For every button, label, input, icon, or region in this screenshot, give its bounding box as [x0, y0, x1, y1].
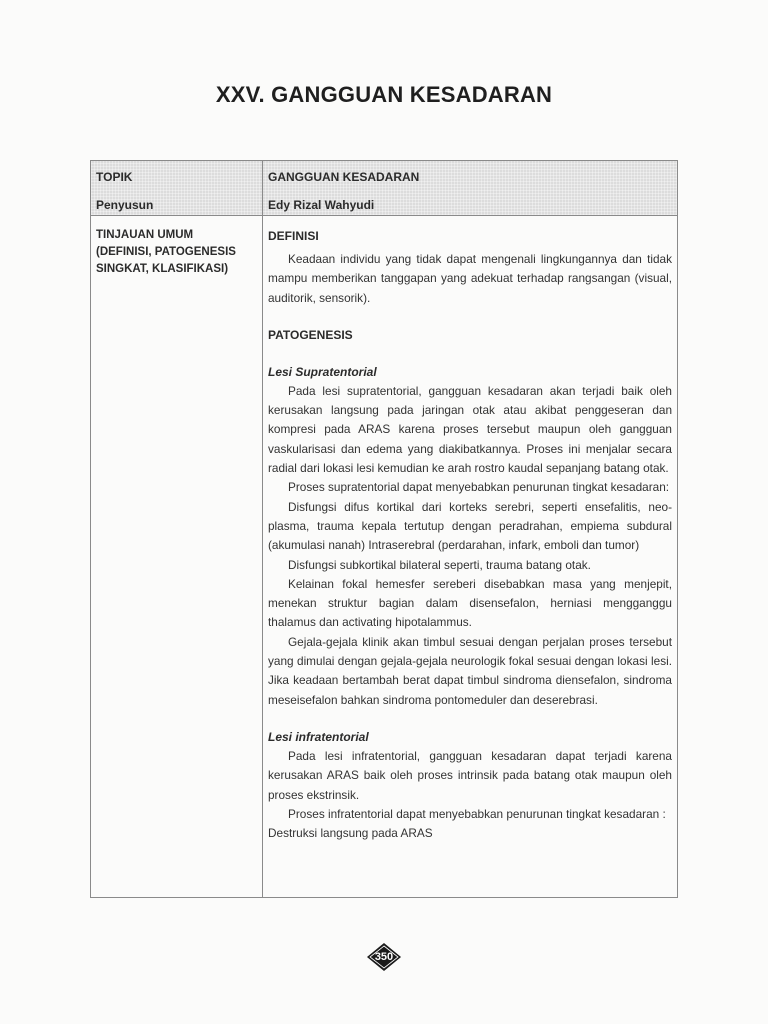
left-heading-line: (DEFINISI, PATOGENESIS	[96, 246, 236, 258]
supratentorial-heading: Lesi Supratentorial	[268, 364, 377, 379]
page-number: 350	[374, 951, 394, 963]
topik-value: GANGGUAN KESADARAN	[268, 170, 420, 184]
infra-paragraph: Proses infratentorial dapat menyebabkan penurunan tingkat kesadaran :	[288, 806, 666, 821]
left-heading-line: TINJAUAN UMUM	[96, 229, 194, 241]
infra-last-line: Destruksi langsung pada ARAS	[268, 826, 433, 841]
supra-paragraph: Disfungsi difus kortikal dari korteks serebri, seperti ensefalitis, neo-plasma, trauma kepala tertutup dengan peradrahan, empiema subdural (akumulasi nanah) Intraserebral (perdarahan, infark, emboli dan tumor)	[268, 499, 672, 553]
topik-label: TOPIK	[96, 170, 133, 184]
column-divider	[262, 161, 263, 897]
definisi-paragraph: Keadaan individu yang tidak dapat mengenali lingkungannya dan tidak mampu memberikan tanggapan yang adekuat terhadap rangsangan (visual, auditorik, sensorik).	[268, 252, 672, 305]
left-column-heading	[96, 227, 258, 278]
supra-paragraph: Kelainan fokal hemesfer sereberi disebabkan masa yang menjepit, menekan struktur bagian dalam disensefalon, herniasi mengganggu thalamus dan activating hipotalammus.	[268, 576, 672, 630]
topic-table	[90, 160, 678, 898]
supra-paragraph: Gejala-gejala klinik akan timbul sesuai dengan perjalan proses tersebut yang dimulai dengan gejala-gejala neurologik fokal sesuai dengan lokasi lesi. Jika keadaan bertambah berat dapat timbul sindroma diensefalon, sindroma meseisefalon bahkan sindroma pontomeduler dan deserebrasi.	[268, 634, 672, 707]
page-title: XXV. GANGGUAN KESADARAN	[215, 82, 553, 107]
page-number-badge	[366, 942, 402, 972]
supra-paragraph: Disfungsi subkortikal bilateral seperti, trauma batang otak.	[288, 557, 591, 572]
content-column	[268, 227, 672, 843]
penyusun-label: Penyusun	[96, 198, 154, 212]
supra-paragraph: Pada lesi supratentorial, gangguan kesadaran akan terjadi baik oleh kerusakan langsung pada jaringan otak atau akibat penggeseran dan kompresi pada ARAS karena proses tersebut maupun oleh gangguan vaskularisasi dan edema yang diakibatkannya. Proses ini menjalar secara radial dari lokasi lesi kemudian ke arah rostro kaudal sepanjang batang otak.	[268, 383, 672, 476]
infra-paragraph: Pada lesi infratentorial, gangguan kesadaran dapat terjadi karena kerusakan ARAS baik oleh proses intrinsik pada batang otak maupun oleh proses ekstrinsik.	[268, 748, 672, 802]
left-heading-line: SINGKAT, KLASIFIKASI)	[96, 263, 229, 275]
patogenesis-heading: PATOGENESIS	[268, 327, 353, 342]
penyusun-value: Edy Rizal Wahyudi	[268, 198, 375, 212]
supra-paragraph: Proses supratentorial dapat menyebabkan penurunan tingkat kesadaran:	[288, 480, 670, 495]
definisi-heading: DEFINISI	[268, 229, 319, 243]
infratentorial-heading: Lesi infratentorial	[268, 729, 369, 744]
